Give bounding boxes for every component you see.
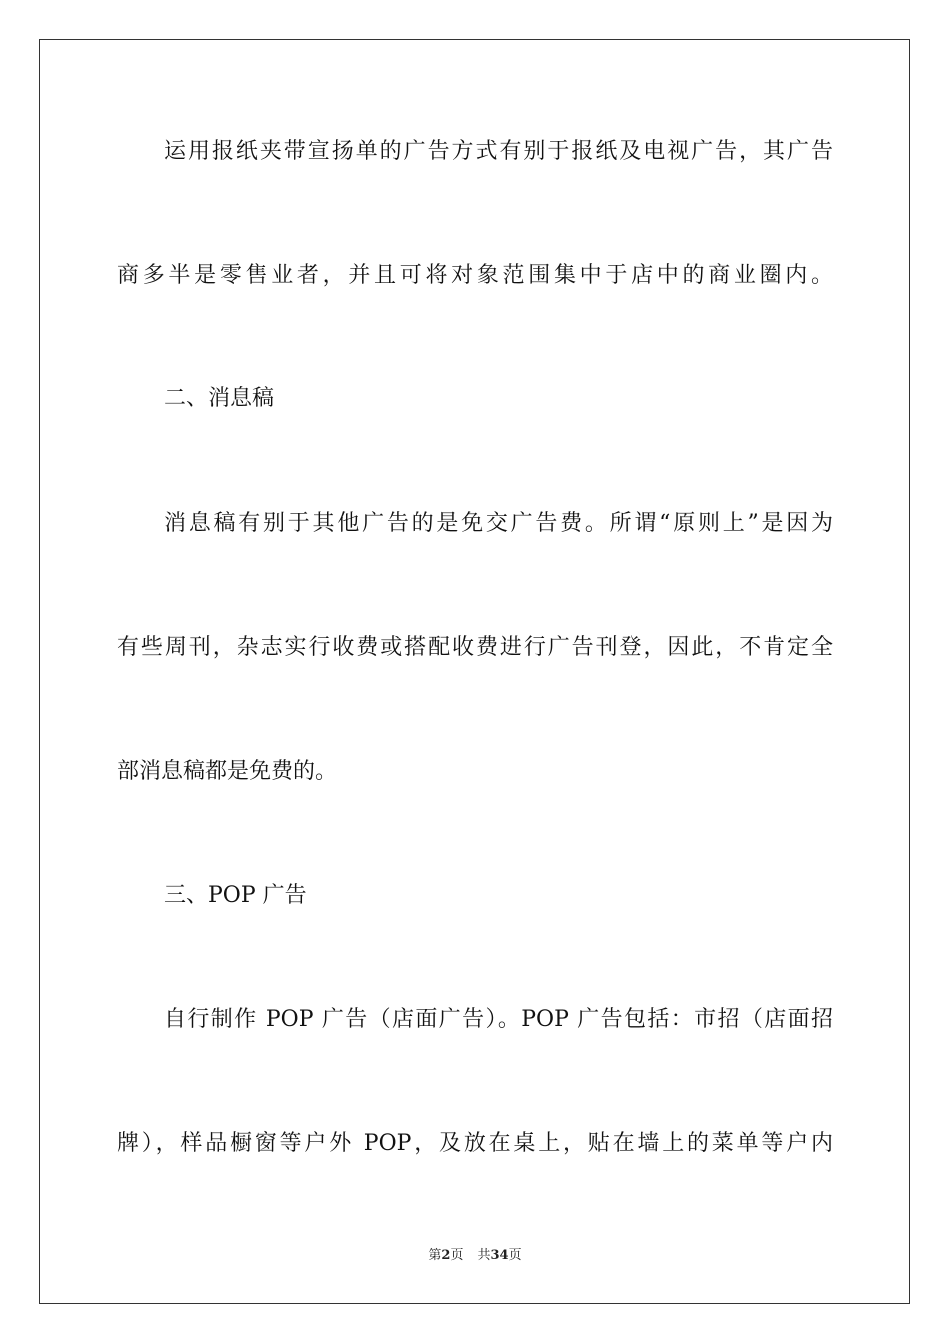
paragraph-3-line-2: 牌），样品橱窗等户外 POP，及放在桌上，贴在墙上的菜单等户内 [117,1131,833,1156]
paragraph-2-line-1: 消息稿有别于其他广告的是免交广告费。所谓“原则上”是因为 [164,511,833,536]
paragraph-2-line-2: 有些周刊，杂志实行收费或搭配收费进行广告刊登，因此，不肯定全 [117,635,833,660]
footer-page-suffix: 页 [450,1248,464,1263]
footer-page-prefix: 第 [428,1248,442,1263]
section-heading-3: 三、POP 广告 [164,883,307,908]
section-heading-2: 二、消息稿 [164,386,275,411]
page-border [39,39,910,1304]
footer-total-number: 34 [490,1248,509,1263]
paragraph-3-line-1: 自行制作 POP 广告（店面广告）。POP 广告包括：市招（店面招 [164,1007,833,1032]
paragraph-1-line-1: 运用报纸夹带宣扬单的广告方式有别于报纸及电视广告，其广告 [164,139,833,164]
paragraph-1-line-2: 商多半是零售业者，并且可将对象范围集中于店中的商业圈内。 [117,263,833,288]
footer-page-number: 2 [441,1248,451,1263]
footer-total-prefix: 共 [477,1248,491,1263]
paragraph-2-line-3: 部消息稿都是免费的。 [117,759,338,784]
footer-total-suffix: 页 [508,1248,522,1263]
page-footer [0,1247,950,1265]
